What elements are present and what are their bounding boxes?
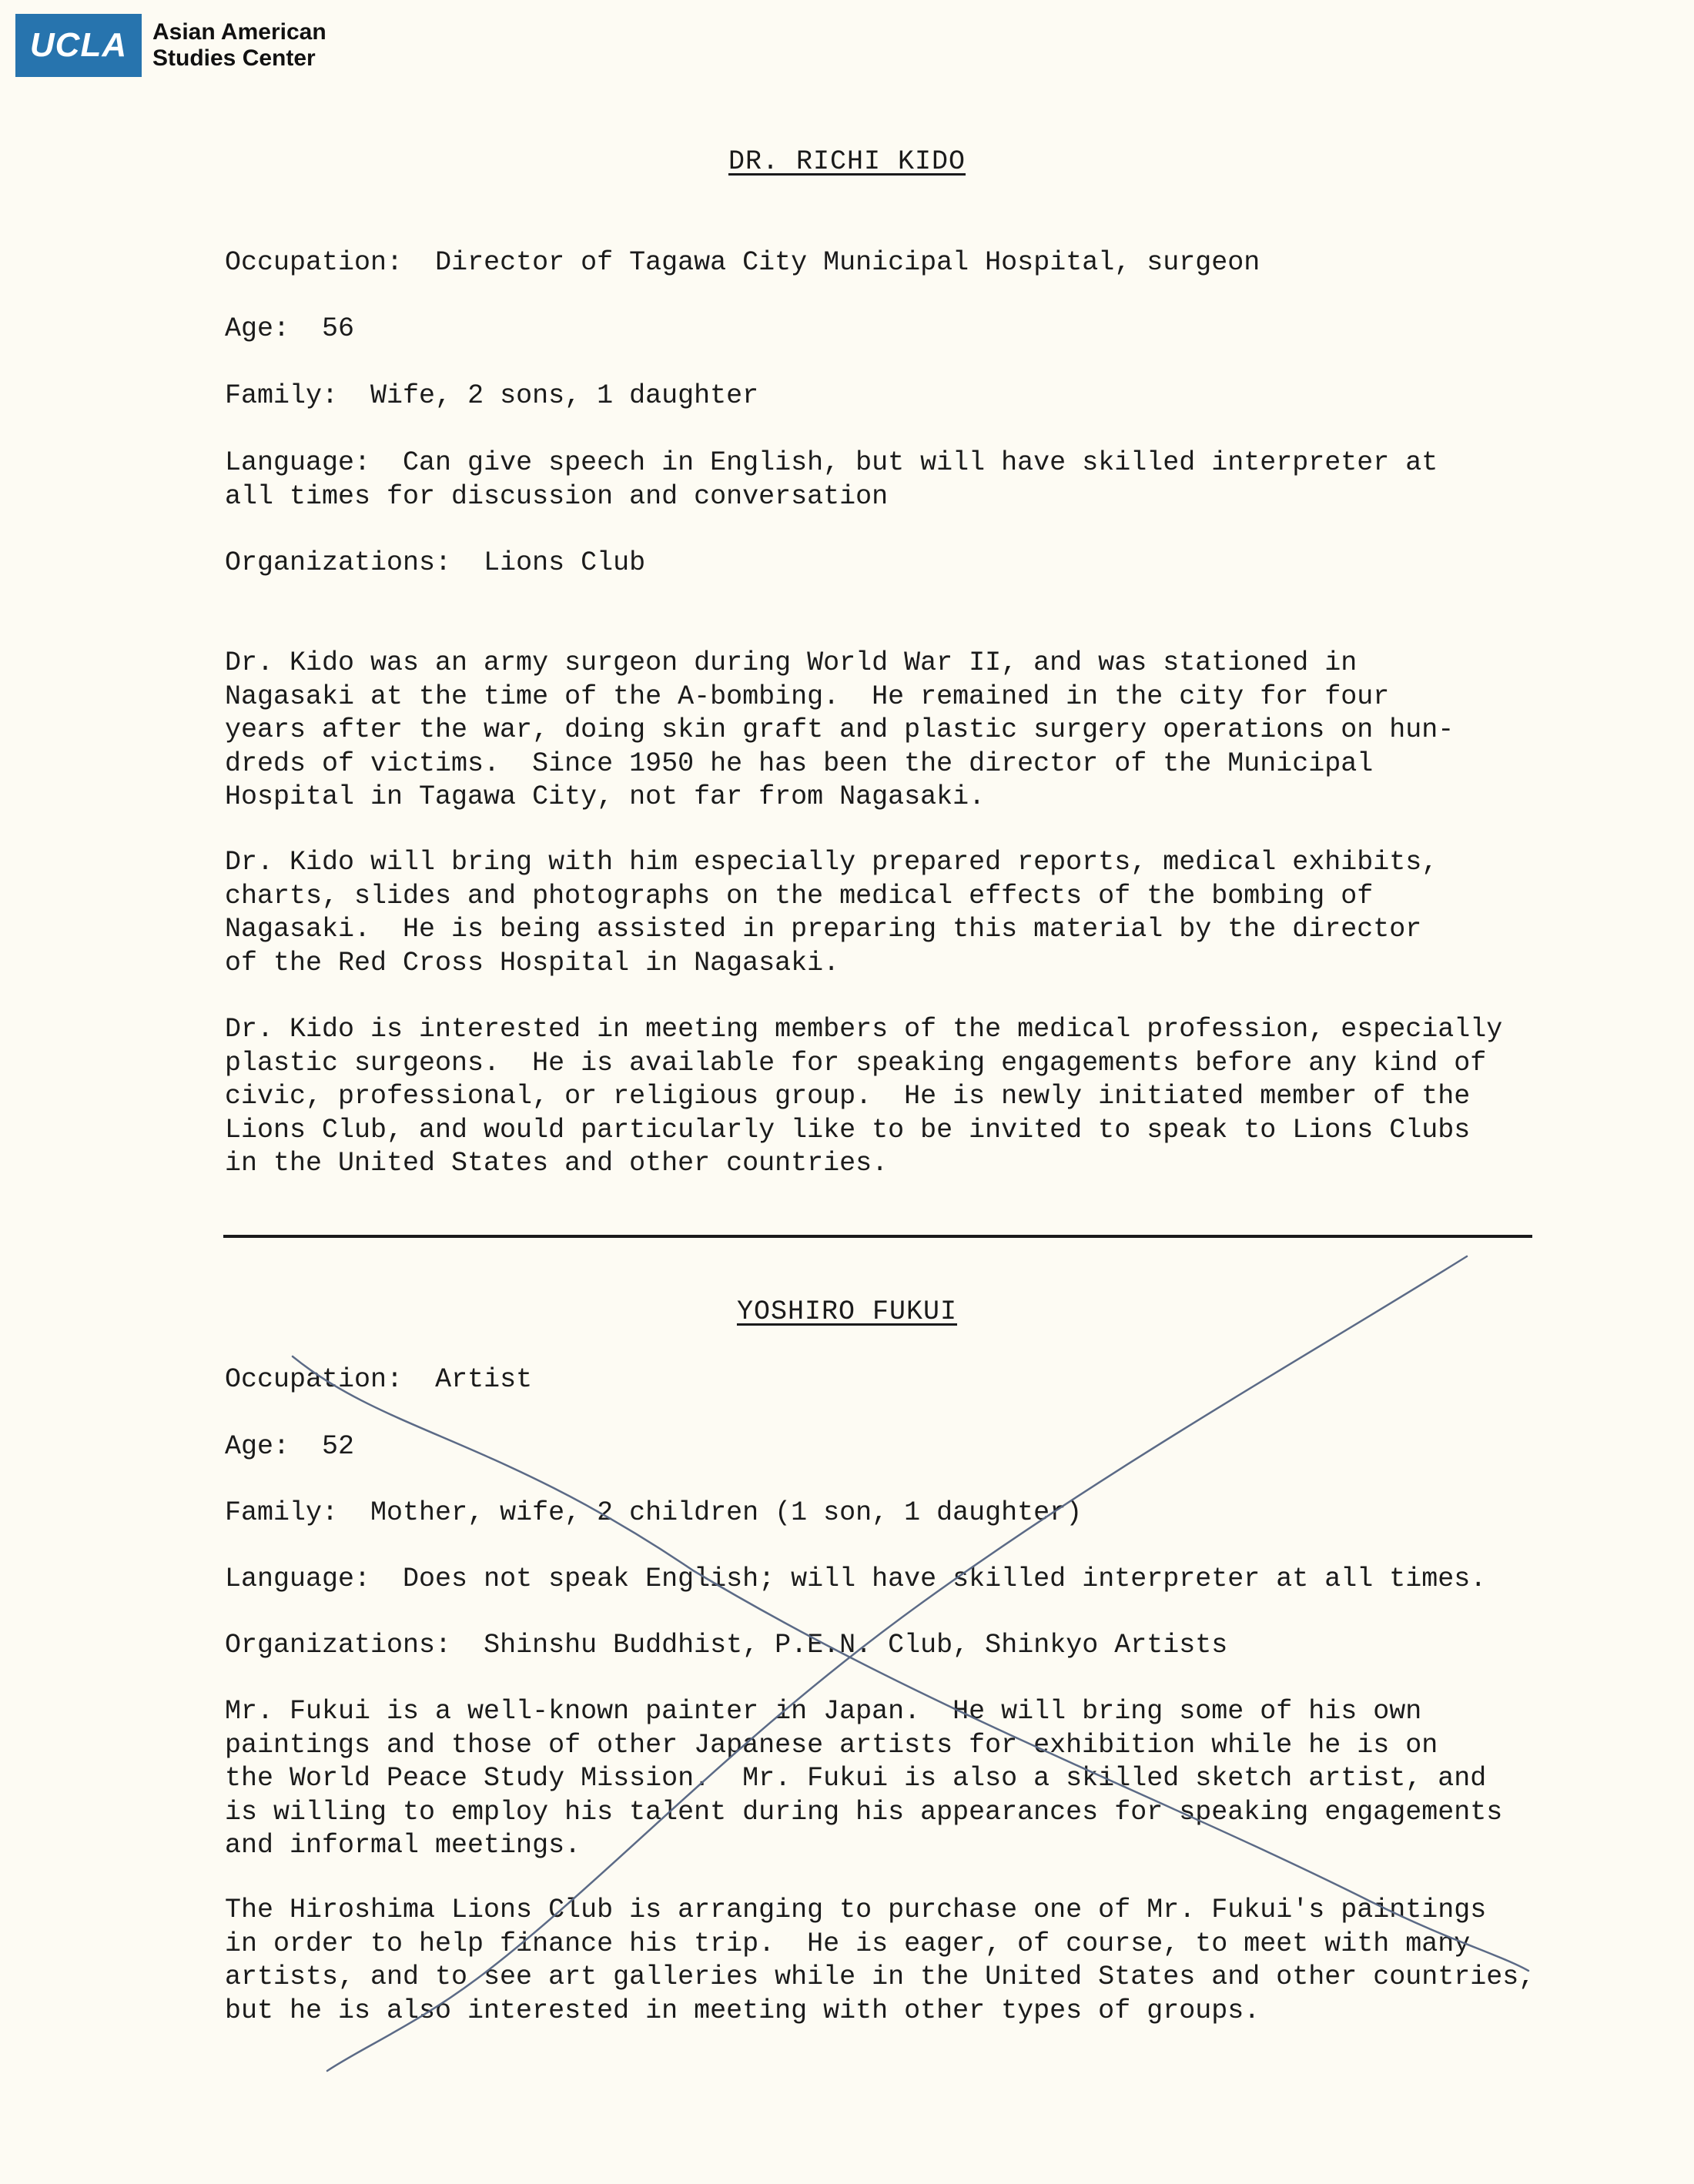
section2-paragraph-2	[225, 1894, 1580, 2028]
paragraph-line: paintings and those of other Japanese artists for exhibition while he is on	[225, 1729, 1438, 1761]
paragraph-line: in order to help finance his trip. He is eager, of course, to meet with many	[225, 1928, 1471, 1959]
organizations-value: Lions Club	[484, 547, 646, 578]
language-value-line2: all times for discussion and conversation	[225, 480, 889, 512]
center-name-line1: Asian American	[152, 19, 326, 45]
paragraph-line: in the United States and other countries.	[225, 1148, 889, 1179]
paragraph-line: Dr. Kido is interested in meeting members of the medical profession, especially	[225, 1014, 1503, 1045]
paragraph-line: and informal meetings.	[225, 1830, 581, 1861]
paragraph-line: plastic surgeons. He is available for speaking engagements before any kind of	[225, 1047, 1487, 1079]
organizations-label: Organizations:	[225, 1630, 452, 1661]
section1-organizations	[225, 547, 1580, 580]
center-name	[152, 19, 326, 72]
paragraph-line: charts, slides and photographs on the medical effects of the bombing of	[225, 880, 1374, 911]
section2-language	[225, 1563, 1580, 1597]
section2-organizations	[225, 1629, 1580, 1663]
ucla-logo	[15, 14, 326, 77]
section1-family	[225, 380, 1580, 413]
age-value: 56	[322, 313, 355, 344]
section1-age	[225, 313, 1580, 346]
section1-heading: DR. RICHI KIDO	[728, 146, 966, 177]
section2-occupation	[225, 1363, 1580, 1397]
family-label: Family:	[225, 380, 339, 411]
language-value-line1: Can give speech in English, but will have skilled interpreter at	[403, 447, 1438, 478]
family-label: Family:	[225, 1497, 339, 1528]
paragraph-line: Mr. Fukui is a well-known painter in Japan. He will bring some of his own	[225, 1696, 1422, 1727]
paragraph-line: Dr. Kido was an army surgeon during World War II, and was stationed in	[225, 647, 1358, 678]
section1-paragraph-1	[225, 647, 1580, 814]
occupation-value: Director of Tagawa City Municipal Hospital, surgeon	[435, 247, 1260, 278]
occupation-label: Occupation:	[225, 1364, 403, 1395]
section1-paragraph-2	[225, 846, 1580, 980]
paragraph-line: dreds of victims. Since 1950 he has been the director of the Municipal	[225, 748, 1374, 779]
paragraph-line: Nagasaki at the time of the A-bombing. He remained in the city for four	[225, 681, 1390, 712]
paragraph-line: is willing to employ his talent during his appearances for speaking engagements	[225, 1796, 1503, 1828]
section1-language	[225, 446, 1580, 513]
paragraph-line: artists, and to see art galleries while in the United States and other countries,	[225, 1962, 1535, 1992]
language-label: Language:	[225, 447, 371, 478]
paragraph-line: but he is also interested in meeting with other types of groups.	[225, 1995, 1260, 2026]
section-divider	[223, 1235, 1532, 1238]
center-name-line2: Studies Center	[152, 45, 316, 71]
organizations-value: Shinshu Buddhist, P.E.N. Club, Shinkyo Artists	[484, 1630, 1228, 1661]
paragraph-line: Lions Club, and would particularly like to be invited to speak to Lions Clubs	[225, 1114, 1471, 1146]
organizations-label: Organizations:	[225, 547, 452, 578]
paragraph-line: Nagasaki. He is being assisted in preparing this material by the director	[225, 914, 1422, 945]
age-label: Age:	[225, 1431, 290, 1462]
paragraph-line: The Hiroshima Lions Club is arranging to purchase one of Mr. Fukui's paintings	[225, 1895, 1487, 1925]
section2-age	[225, 1430, 1580, 1464]
family-value: Mother, wife, 2 children (1 son, 1 daughter)	[370, 1497, 1083, 1528]
occupation-value: Artist	[435, 1364, 533, 1395]
paragraph-line: the World Peace Study Mission. Mr. Fukui is also a skilled sketch artist, and	[225, 1763, 1487, 1794]
paragraph-line: of the Red Cross Hospital in Nagasaki.	[225, 947, 840, 978]
ucla-logo-mark: UCLA	[15, 14, 142, 77]
section2-paragraph-1	[225, 1695, 1580, 1863]
family-value: Wife, 2 sons, 1 daughter	[370, 380, 759, 411]
paragraph-line: civic, professional, or religious group. He is newly initiated member of the	[225, 1081, 1471, 1112]
paragraph-line: years after the war, doing skin graft and plastic surgery operations on hun-	[225, 714, 1455, 745]
age-label: Age:	[225, 313, 290, 344]
section2-family	[225, 1497, 1580, 1530]
age-value: 52	[322, 1431, 355, 1462]
occupation-label: Occupation:	[225, 247, 403, 278]
paragraph-line: Dr. Kido will bring with him especially prepared reports, medical exhibits,	[225, 847, 1438, 878]
section1-paragraph-3	[225, 1013, 1580, 1181]
section2-heading: YOSHIRO FUKUI	[736, 1296, 958, 1327]
section1-occupation	[225, 246, 1580, 280]
paragraph-line: Hospital in Tagawa City, not far from Nagasaki.	[225, 781, 986, 812]
language-label: Language:	[225, 1564, 371, 1594]
language-value: Does not speak English; will have skilled interpreter at all times.	[403, 1564, 1487, 1594]
